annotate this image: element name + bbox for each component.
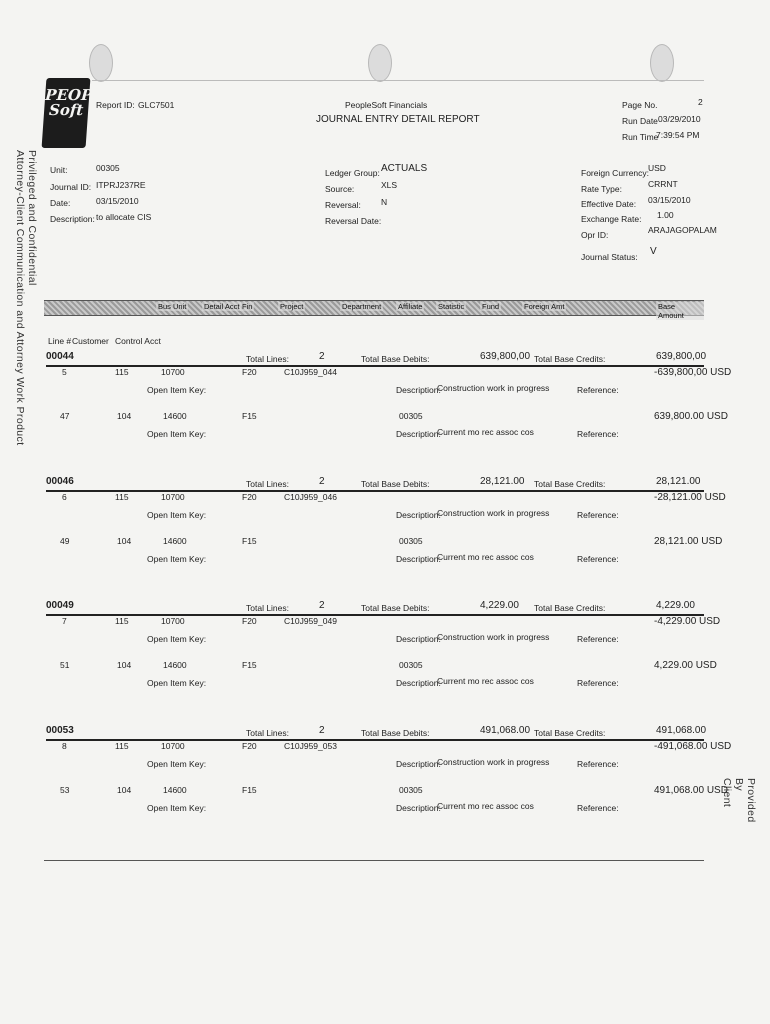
report-title: JOURNAL ENTRY DETAIL REPORT bbox=[316, 114, 480, 125]
department-id: 00305 bbox=[399, 785, 423, 795]
page-no-label: Page No. bbox=[622, 100, 658, 110]
col-foreign-amt: Foreign Amt bbox=[524, 302, 565, 311]
company-name: PeopleSoft Financials bbox=[345, 100, 428, 110]
total-lines-value: 2 bbox=[319, 476, 325, 487]
group-rule bbox=[46, 614, 704, 616]
group-rule bbox=[46, 739, 704, 741]
reference-label: Reference: bbox=[577, 385, 619, 395]
reference-label: Reference: bbox=[577, 554, 619, 564]
line-description-label: Description: bbox=[396, 385, 441, 395]
total-lines-label: Total Lines: bbox=[246, 728, 289, 738]
total-lines-value: 2 bbox=[319, 600, 325, 611]
report-id: GLC7501 bbox=[138, 100, 175, 110]
source-value: XLS bbox=[381, 180, 398, 190]
amount: -4,229.00 USD bbox=[654, 616, 721, 627]
run-time-label: Run Time bbox=[622, 132, 659, 142]
amount: 28,121.00 USD bbox=[654, 536, 723, 547]
department-id: 00305 bbox=[399, 536, 423, 546]
col-fin: Fin bbox=[242, 302, 253, 311]
amount: -28,121.00 USD bbox=[654, 492, 726, 503]
journal-status-value: V bbox=[650, 246, 657, 257]
line-description-label: Description: bbox=[396, 803, 441, 813]
ledger-group-value: ACTUALS bbox=[381, 163, 428, 174]
unit-label: Unit: bbox=[50, 165, 68, 175]
report-id-label: Report ID: bbox=[96, 100, 135, 110]
total-lines-value: 2 bbox=[319, 725, 325, 736]
line-number: 53 bbox=[60, 785, 70, 795]
open-item-key-label: Open Item Key: bbox=[147, 803, 207, 813]
peoplesoft-logo: PEOPLE Soft bbox=[42, 78, 91, 148]
punch-hole-left bbox=[89, 44, 113, 82]
line-description-label: Description: bbox=[396, 759, 441, 769]
line-description: Construction work in progress bbox=[437, 632, 550, 642]
col-base-amount: Base Amount bbox=[656, 302, 704, 320]
rate-type-value: CRRNT bbox=[648, 179, 678, 189]
line-number: 49 bbox=[60, 536, 70, 546]
fin-code: F20 bbox=[242, 367, 257, 377]
foreign-currency-value: USD bbox=[648, 163, 666, 173]
open-item-key-label: Open Item Key: bbox=[147, 759, 207, 769]
line-description: Current mo rec assoc cos bbox=[437, 676, 534, 686]
bus-unit: 115 bbox=[115, 741, 129, 751]
total-base-credits-value: 4,229.00 bbox=[656, 600, 695, 611]
reference-label: Reference: bbox=[577, 634, 619, 644]
line-description: Construction work in progress bbox=[437, 508, 550, 518]
project-id: C10J959_044 bbox=[284, 367, 337, 377]
subheader-line-no: Line # bbox=[48, 336, 72, 346]
reference-label: Reference: bbox=[577, 429, 619, 439]
total-base-credits-value: 639,800,00 bbox=[656, 351, 707, 362]
line-description-label: Description: bbox=[396, 634, 441, 644]
punch-hole-right bbox=[650, 44, 674, 82]
line-description: Current mo rec assoc cos bbox=[437, 801, 534, 811]
bus-unit: 115 bbox=[115, 367, 129, 377]
open-item-key-label: Open Item Key: bbox=[147, 510, 207, 520]
bus-unit: 104 bbox=[117, 536, 132, 546]
run-time: 7:39:54 PM bbox=[656, 130, 700, 140]
opr-id-label: Opr ID: bbox=[581, 230, 609, 240]
journal-line-group-id: 00046 bbox=[46, 476, 74, 487]
fin-code: F15 bbox=[242, 411, 257, 421]
line-description-label: Description: bbox=[396, 429, 441, 439]
reversal-value: N bbox=[381, 197, 388, 207]
description-value: to allocate CIS bbox=[96, 212, 152, 222]
account: 14600 bbox=[163, 536, 187, 546]
line-description-label: Description: bbox=[396, 554, 441, 564]
total-lines-label: Total Lines: bbox=[246, 354, 289, 364]
line-description: Current mo rec assoc cos bbox=[437, 427, 534, 437]
fin-code: F20 bbox=[242, 616, 257, 626]
total-lines-label: Total Lines: bbox=[246, 603, 289, 613]
column-header-bar bbox=[44, 300, 704, 320]
amount: 639,800.00 USD bbox=[654, 411, 728, 422]
account: 14600 bbox=[163, 660, 187, 670]
department-id: 00305 bbox=[399, 660, 423, 670]
line-description-label: Description: bbox=[396, 678, 441, 688]
subheader-customer: Customer bbox=[72, 336, 109, 346]
line-number: 6 bbox=[62, 492, 67, 502]
line-description: Current mo rec assoc cos bbox=[437, 552, 534, 562]
confidential-line-2: Attorney-Client Communication and Attorney Work Product bbox=[14, 150, 26, 446]
provided-by-client-text: Provided By Client bbox=[721, 778, 757, 823]
account: 14600 bbox=[163, 411, 187, 421]
open-item-key-label: Open Item Key: bbox=[147, 429, 207, 439]
fin-code: F15 bbox=[242, 536, 257, 546]
unit-value: 00305 bbox=[96, 163, 120, 173]
col-fund: Fund bbox=[482, 302, 500, 311]
bus-unit: 115 bbox=[115, 616, 129, 626]
subheader-control-acct: Control Acct bbox=[115, 336, 161, 346]
total-base-credits-value: 28,121.00 bbox=[656, 476, 701, 487]
journal-status-label: Journal Status: bbox=[581, 252, 638, 262]
project-id: C10J959_053 bbox=[284, 741, 337, 751]
run-date-label: Run Date bbox=[622, 116, 658, 126]
source-label: Source: bbox=[325, 184, 355, 194]
opr-id-value: ARAJAGOPALAM bbox=[648, 225, 717, 235]
total-base-debits-label: Total Base Debits: bbox=[361, 354, 430, 364]
ledger-group-label: Ledger Group: bbox=[325, 168, 380, 178]
line-number: 5 bbox=[62, 367, 67, 377]
line-description: Construction work in progress bbox=[437, 757, 550, 767]
reference-label: Reference: bbox=[577, 510, 619, 520]
open-item-key-label: Open Item Key: bbox=[147, 554, 207, 564]
journal-line-group-id: 00053 bbox=[46, 725, 74, 736]
total-base-credits-value: 491,068.00 bbox=[656, 725, 707, 736]
total-base-debits-label: Total Base Debits: bbox=[361, 728, 430, 738]
line-description: Construction work in progress bbox=[437, 383, 550, 393]
fin-code: F15 bbox=[242, 660, 257, 670]
col-department: Department bbox=[342, 302, 382, 311]
bus-unit: 104 bbox=[117, 660, 132, 670]
foreign-currency-label: Foreign Currency: bbox=[581, 168, 650, 178]
account: 10700 bbox=[161, 492, 185, 502]
exchange-rate-value: 1.00 bbox=[657, 210, 674, 220]
group-rule bbox=[46, 490, 704, 492]
journal-id-label: Journal ID: bbox=[50, 182, 92, 192]
account: 10700 bbox=[161, 741, 185, 751]
col-statistic: Statistic bbox=[438, 302, 465, 311]
fin-code: F20 bbox=[242, 741, 257, 751]
line-description-label: Description: bbox=[396, 510, 441, 520]
amount: -491,068.00 USD bbox=[654, 741, 732, 752]
effective-date-label: Effective Date: bbox=[581, 199, 637, 209]
total-base-credits-label: Total Base Credits: bbox=[534, 354, 606, 364]
total-lines-label: Total Lines: bbox=[246, 479, 289, 489]
department-id: 00305 bbox=[399, 411, 423, 421]
reference-label: Reference: bbox=[577, 759, 619, 769]
bus-unit: 104 bbox=[117, 785, 132, 795]
line-number: 47 bbox=[60, 411, 70, 421]
group-rule bbox=[46, 365, 704, 367]
col-bus-unit: Bus Unit bbox=[158, 302, 187, 311]
total-lines-value: 2 bbox=[319, 351, 325, 362]
total-base-debits-value: 4,229.00 bbox=[480, 600, 519, 611]
amount: -639,800,00 USD bbox=[654, 367, 732, 378]
run-date: 03/29/2010 bbox=[658, 114, 701, 124]
date-value: 03/15/2010 bbox=[96, 196, 139, 206]
punch-hole-center bbox=[368, 44, 392, 82]
bus-unit: 115 bbox=[115, 492, 129, 502]
journal-line-group-id: 00044 bbox=[46, 351, 74, 362]
line-number: 8 bbox=[62, 741, 67, 751]
total-base-credits-label: Total Base Credits: bbox=[534, 479, 606, 489]
header-top-rule bbox=[92, 80, 704, 81]
journal-line-group-id: 00049 bbox=[46, 600, 74, 611]
total-base-debits-label: Total Base Debits: bbox=[361, 479, 430, 489]
page-no: 2 bbox=[698, 97, 703, 107]
exchange-rate-label: Exchange Rate: bbox=[581, 214, 642, 224]
reversal-label: Reversal: bbox=[325, 200, 361, 210]
confidential-line-1: Privileged and Confidential bbox=[26, 150, 38, 286]
confidential-side-text bbox=[14, 150, 38, 446]
reference-label: Reference: bbox=[577, 803, 619, 813]
open-item-key-label: Open Item Key: bbox=[147, 634, 207, 644]
account: 10700 bbox=[161, 367, 185, 377]
amount: 491,068.00 USD bbox=[654, 785, 728, 796]
account: 10700 bbox=[161, 616, 185, 626]
reversal-date-label: Reversal Date: bbox=[325, 216, 382, 226]
line-number: 7 bbox=[62, 616, 67, 626]
open-item-key-label: Open Item Key: bbox=[147, 678, 207, 688]
col-affiliate: Affiliate bbox=[398, 302, 423, 311]
col-detail-acct: Detail Acct bbox=[204, 302, 240, 311]
total-base-debits-label: Total Base Debits: bbox=[361, 603, 430, 613]
footer-rule bbox=[44, 860, 704, 861]
open-item-key-label: Open Item Key: bbox=[147, 385, 207, 395]
rate-type-label: Rate Type: bbox=[581, 184, 622, 194]
account: 14600 bbox=[163, 785, 187, 795]
date-label: Date: bbox=[50, 198, 71, 208]
total-base-debits-value: 28,121.00 bbox=[480, 476, 525, 487]
line-number: 51 bbox=[60, 660, 70, 670]
project-id: C10J959_046 bbox=[284, 492, 337, 502]
total-base-debits-value: 639,800,00 bbox=[480, 351, 531, 362]
reference-label: Reference: bbox=[577, 678, 619, 688]
bus-unit: 104 bbox=[117, 411, 132, 421]
total-base-credits-label: Total Base Credits: bbox=[534, 603, 606, 613]
col-project: Project bbox=[280, 302, 304, 311]
fin-code: F20 bbox=[242, 492, 257, 502]
description-label: Description: bbox=[50, 214, 95, 224]
total-base-credits-label: Total Base Credits: bbox=[534, 728, 606, 738]
journal-id-value: ITPRJ237RE bbox=[96, 180, 146, 190]
project-id: C10J959_049 bbox=[284, 616, 337, 626]
total-base-debits-value: 491,068.00 bbox=[480, 725, 531, 736]
fin-code: F15 bbox=[242, 785, 257, 795]
amount: 4,229.00 USD bbox=[654, 660, 717, 671]
effective-date-value: 03/15/2010 bbox=[648, 195, 691, 205]
